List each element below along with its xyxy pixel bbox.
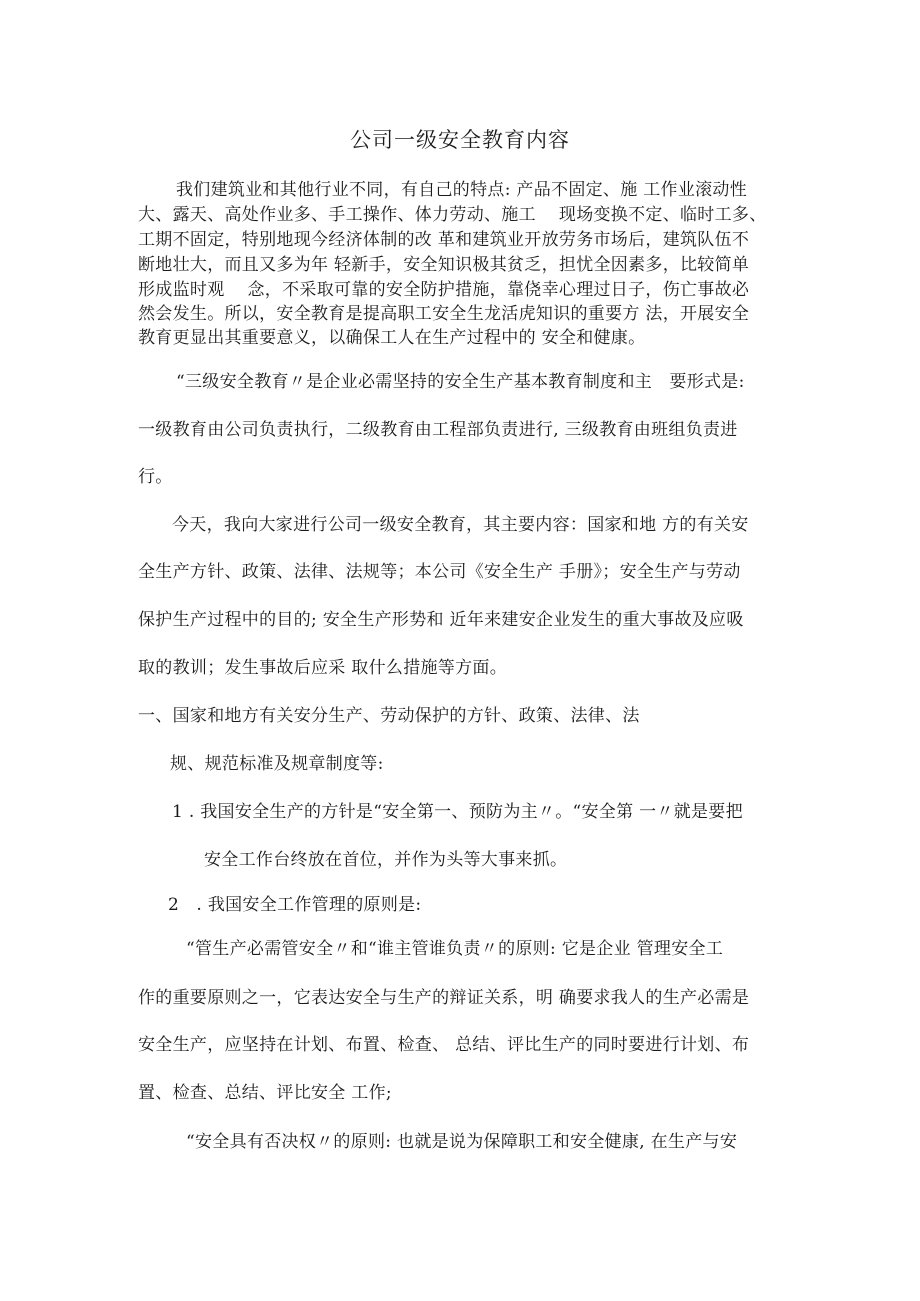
paragraph-4-line: “管生产必需管安全〃和“谁主管谁负责〃的原则: 它是企业 管理安全工 <box>186 939 724 959</box>
list-item-2: 2 . 我国安全工作管理的原则是: <box>168 895 422 915</box>
paragraph-4-line: 置、检查、总结、评比安全 工作; <box>138 1083 392 1103</box>
page-title: 公司一级安全教育内容 <box>350 128 570 152</box>
list-item-1-line: 1 . 我国安全生产的方针是“安全第一、预防为主〃。“安全第 一〃就是要把 <box>172 802 743 822</box>
section-heading-line: 一、国家和地方有关安分生产、劳动保护的方针、政策、法律、法 <box>138 706 640 726</box>
paragraph-4-line: 作的重要原则之一，它表达安全与生产的辩证关系，明 确要求我人的生产必需是 <box>138 988 750 1008</box>
list-item-1-line: 安全工作台终放在首位，并作为头等大事来抓。 <box>204 850 568 870</box>
paragraph-5-line: “安全具有否决权〃的原则: 也就是说为保障职工和安全健康, 在生产与安 <box>186 1132 738 1152</box>
paragraph-3-line: 保护生产过程中的目的; 安全生产形势和 近年来建安企业发生的重大事故及应吸 <box>138 610 744 630</box>
paragraph-1-line: 形成监时观 念，不采取可靠的安全防护措施，靠侥幸心理过日子，伤亡事故必 <box>138 280 750 300</box>
paragraph-1-line: 教育更显出其重要意义，以确保工人在生产过程中的 安全和健康。 <box>138 328 646 348</box>
paragraph-3-line: 全生产方针、政策、法律、法规等；本公司《安全生产 手册》；安全生产与劳动 <box>138 562 741 582</box>
paragraph-1-line: 工期不固定，特别地现今经济体制的改 革和建筑业开放劳务市场后，建筑队伍不 <box>138 230 750 250</box>
paragraph-1-line: 断地壮大，而且又多为年 轻新手，安全知识极其贫乏，担忧全因素多，比较简单 <box>138 255 750 275</box>
section-heading-line: 规、规范标准及规章制度等: <box>170 754 384 774</box>
paragraph-1-line: 然会发生。所以，安全教育是提高职工安全生龙活虎知识的重要方 法，开展安全 <box>138 304 750 324</box>
paragraph-4-line: 安全生产，应坚持在计划、布置、检查、 总结、评比生产的同时要进行计划、布 <box>138 1035 750 1055</box>
paragraph-3-line: 取的教训；发生事故后应采 取什么措施等方面。 <box>138 658 508 678</box>
paragraph-2-line: 行。 <box>138 467 173 487</box>
paragraph-2-line: 一级教育由公司负责执行，二级教育由工程部负责进行, 三级教育由班组负责进 <box>138 420 738 440</box>
paragraph-2-line: “三级安全教育〃是企业必需坚持的安全生产基本教育制度和主 要形式是: <box>176 372 745 392</box>
paragraph-3-line: 今天，我向大家进行公司一级安全教育，其主要内容：国家和地 方的有关安 <box>172 515 749 535</box>
paragraph-1-line: 大、露天、高处作业多、手工操作、体力劳动、施工 现场变换不定、临时工多、 <box>138 205 767 225</box>
paragraph-1-line: 我们建筑业和其他行业不同，有自己的特点: 产品不固定、施 工作业滚动性 <box>176 180 748 200</box>
